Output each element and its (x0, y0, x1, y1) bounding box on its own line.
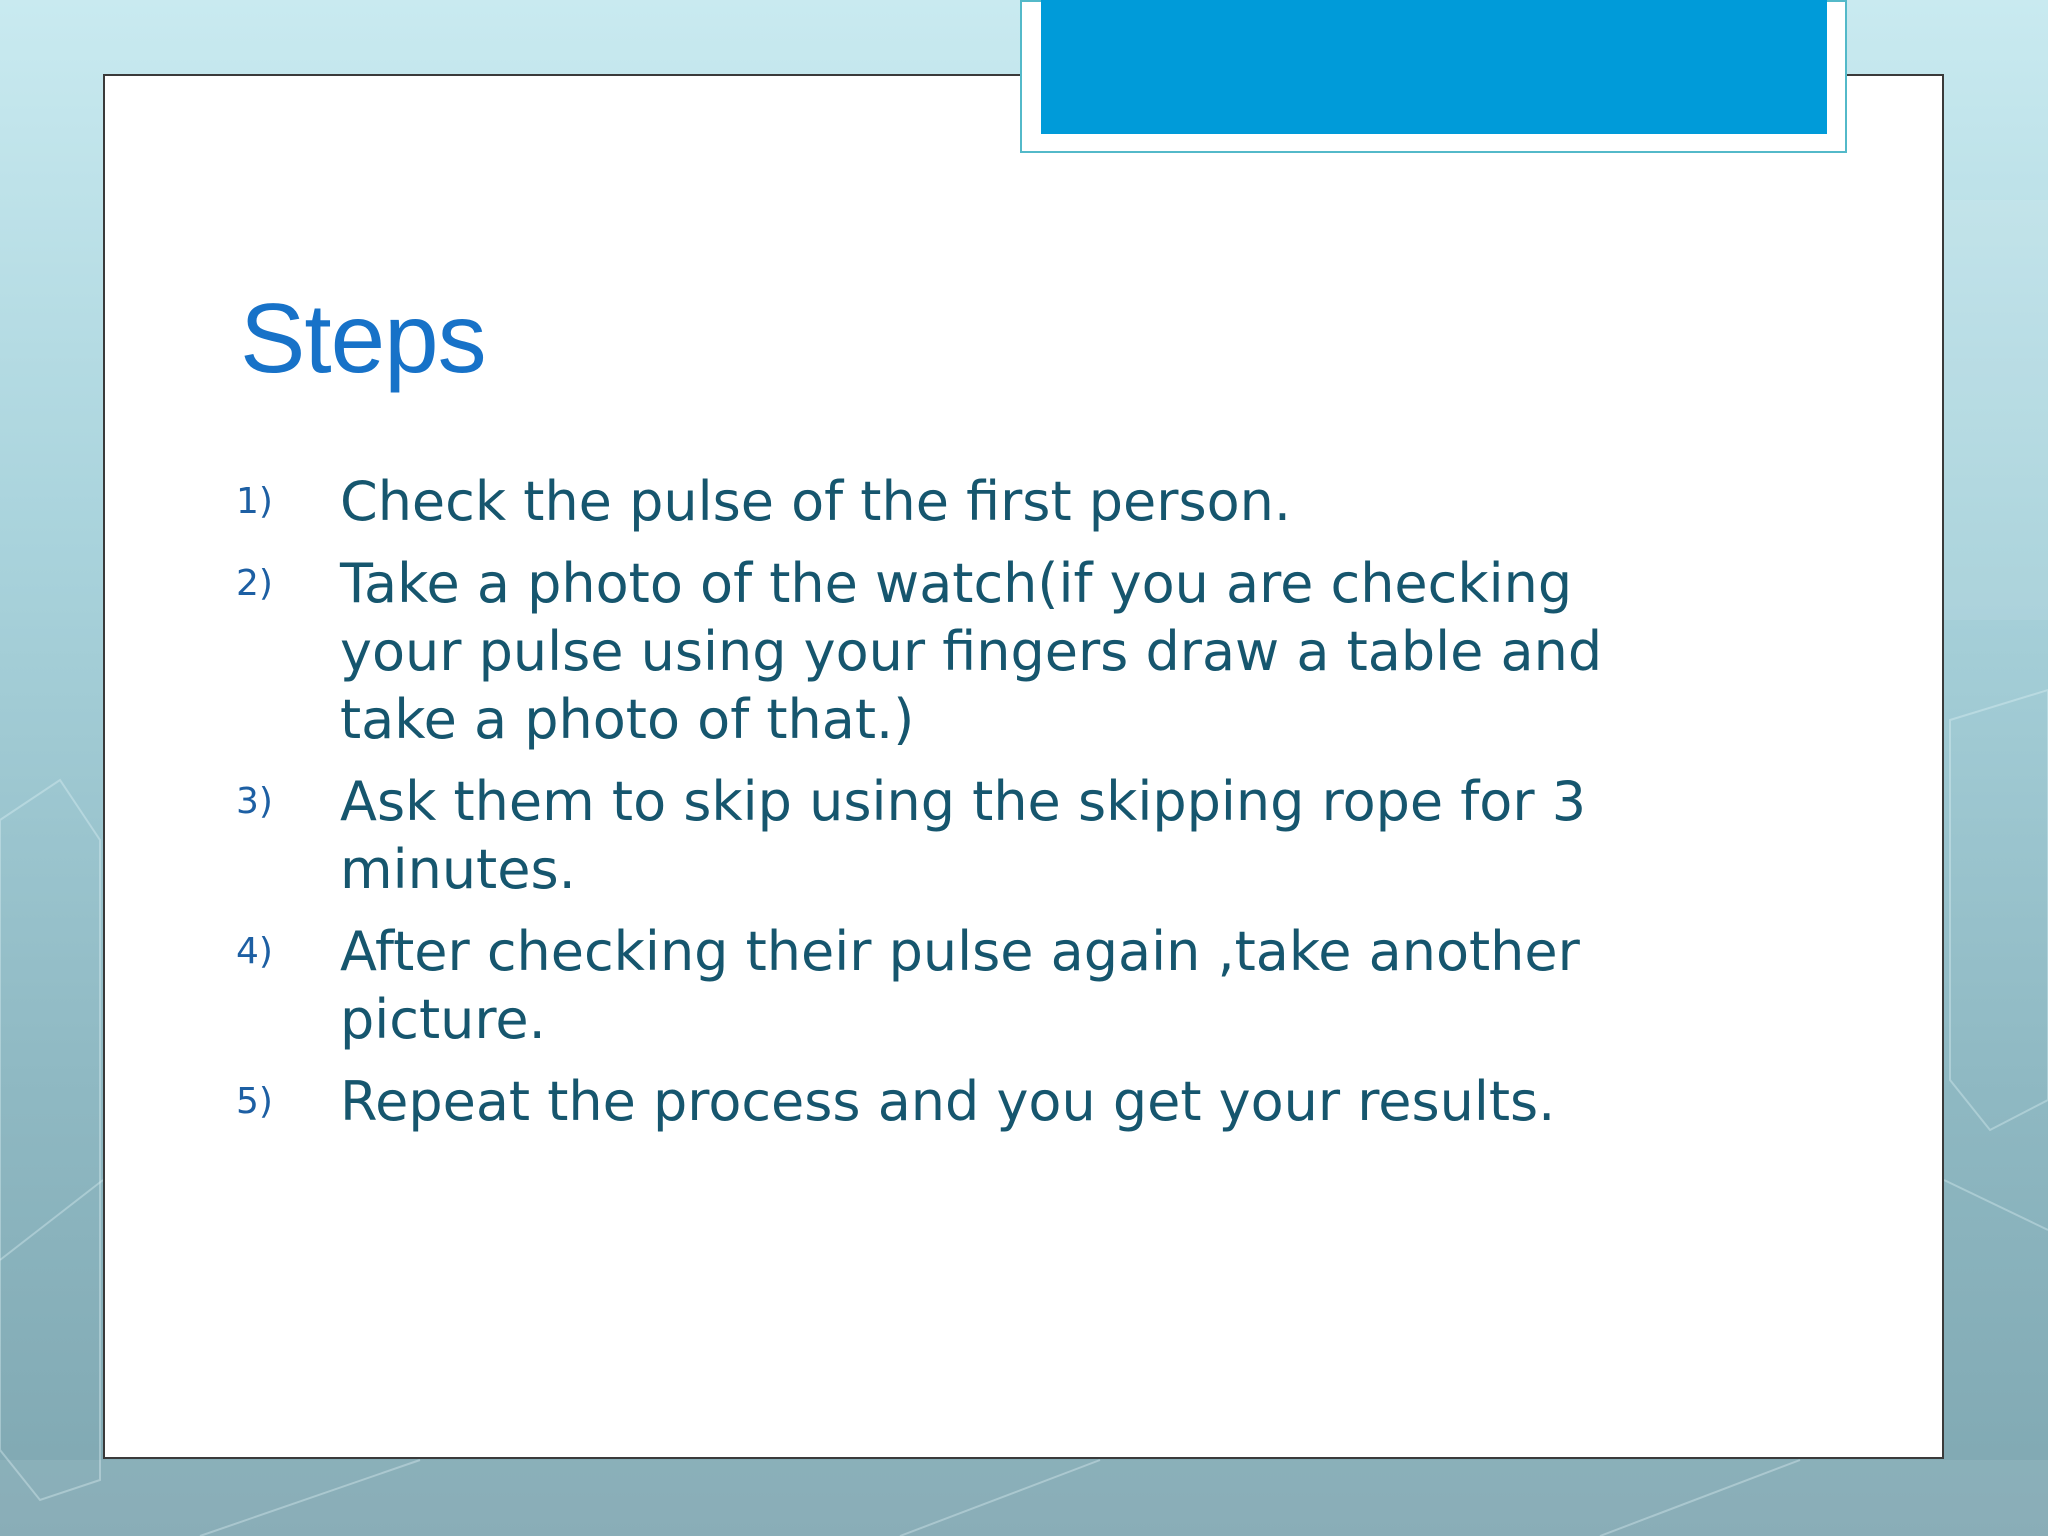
step-number: 5) (236, 1081, 273, 1122)
step-text: After checking their pulse again ,take another picture. (340, 920, 1580, 1051)
list-item (236, 768, 1666, 904)
step-number: 2) (236, 563, 273, 604)
step-text: Check the pulse of the first person. (340, 470, 1292, 533)
list-item (236, 550, 1666, 754)
slide-title: Steps (240, 283, 486, 393)
step-text: Take a photo of the watch(if you are checking your pulse using your fingers draw a table and take a photo of that.) (340, 552, 1603, 751)
accent-bar (1041, 0, 1827, 134)
step-text: Repeat the process and you get your results. (340, 1070, 1556, 1133)
steps-list (236, 468, 1666, 1150)
step-number: 1) (236, 481, 273, 522)
list-item (236, 468, 1666, 536)
step-number: 4) (236, 931, 273, 972)
list-item (236, 1068, 1666, 1136)
list-item (236, 918, 1666, 1054)
step-text: Ask them to skip using the skipping rope for 3 minutes. (340, 770, 1587, 901)
step-number: 3) (236, 781, 273, 822)
